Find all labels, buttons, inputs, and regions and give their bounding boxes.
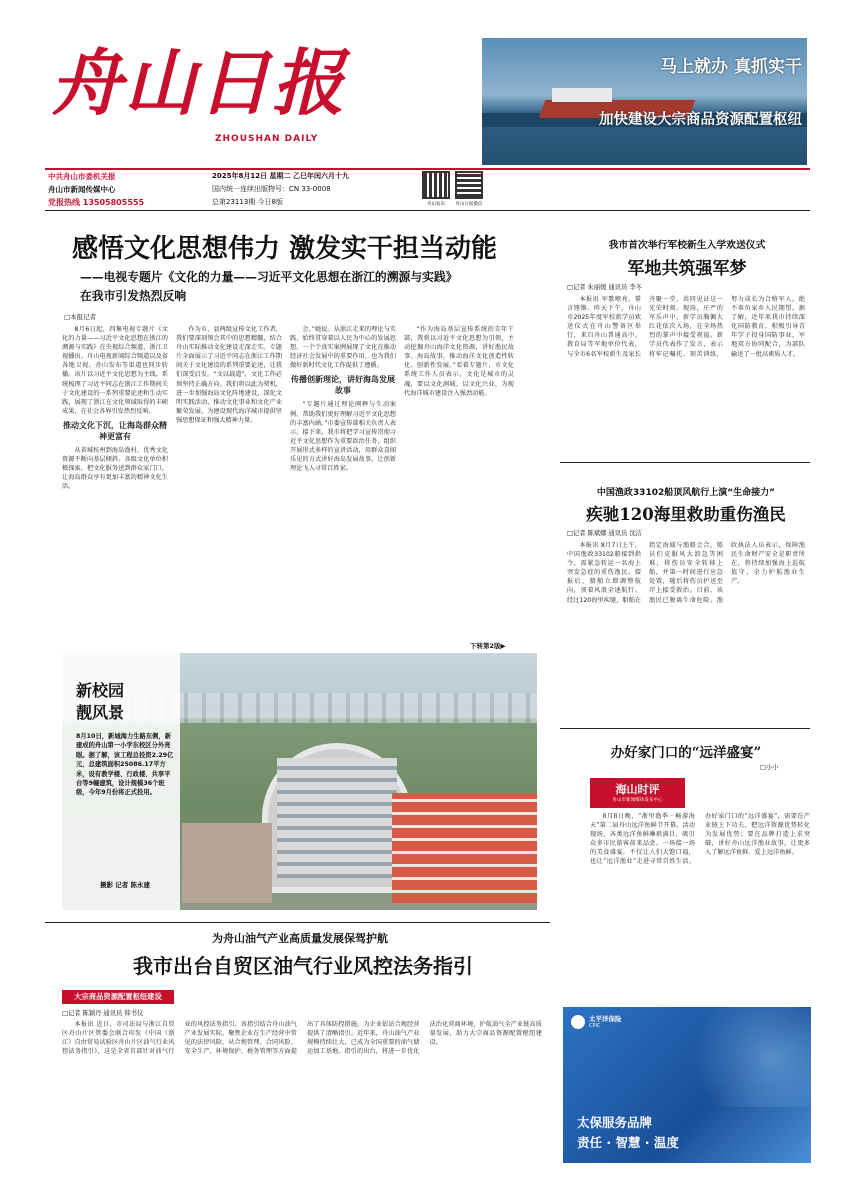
right2-byline: □记者 陈斌娜 通讯员 沈洁 — [567, 530, 642, 537]
right1-byline: □记者 朱丽媛 通讯员 李冬 — [567, 284, 642, 291]
lead-col3-p1: 会。”她说。从浙江走来的理论与实践，始终贯穿着以人民为中心的发展思想。一个个真实案例展现了文化在推动经济社会发展中的重要作用，也为我们做好新时代文化工作提供了遵循。 — [290, 326, 396, 370]
right1-headline: 军地共筑强军梦 — [627, 259, 747, 279]
cpic-brand-en: CPIC — [589, 1023, 601, 1029]
column-logo-box — [590, 778, 685, 808]
masthead-cn: 国内统一连续出版物号：CN 33-0008 — [212, 185, 331, 193]
lead-col-1 — [62, 325, 168, 640]
masthead-date: 2025年8月12日 星期二 乙巳年闰六月十九 — [212, 172, 349, 180]
right2-kicker: 中国渔政33102船顶风航行上演“生命接力” — [596, 488, 776, 498]
masthead-pinyin: ZHOUSHAN DAILY — [215, 134, 319, 144]
masthead-issue: 总第23113期 今日8版 — [212, 198, 283, 206]
column-paper-sub: 舟山市新闻媒体发布中心 — [612, 798, 663, 803]
masthead-sponsor1: 中共舟山市委机关报 — [48, 172, 116, 181]
lead-col1-subhead: 推动文化下沉，让海岛群众精神更富有 — [63, 420, 167, 441]
right2-body-p: 本报讯 8月7日上午，中国渔政33102船接到指令，需紧急转运一名海上突发急症的重伤渔民。接报后，船舶立即调整航向，顶着风浪全速航行。经过120海里疾驰，船舶在指定海域与渔船会合，船员们克服风大浪急等困难，将伤员安全转移上船，并第一时间进行应急处置，随后将伤员护送至岸上接受救治。目前，该渔民已脱离生命危险。渔政执法人员表示，保障渔民生命财产安全是职责所在，将持续加强海上巡航值守，全力护航渔业生产。 — [567, 542, 805, 604]
ad-line1: 马上就办 真抓实干 — [660, 57, 802, 77]
lead-col4-p1: “作为海岛基层宣传系统的青年干部，我将以习近平文化思想为引领，主动挖掘舟山海洋文化资源，讲好渔民故事、海岛故事，推动海洋文化创造性转化、创新性发展。”看着专题片，市文化系统工作人员表示，文化是城市的灵魂，要以文化润城、以文化兴业，为现代海洋城市建设注入强劲动能。 — [404, 326, 514, 397]
column-body-p: 8月8日晚，“浙里渔季 · 畅游海天”第二届舟山远洋鱼鲜节开幕。活动现场，各类远洋鱼鲜琳琅满目，吸引众多市民游客前来品尝。一场接一场的美食盛宴，不仅让人们大饱口福，也让“远洋渔业”走进寻常百姓生活。办好家门口的“远洋盛宴”，需要在产业链上下功夫，把远洋资源优势转化为发展优势；要在品牌打造上求突破，讲好舟山远洋渔业故事，让更多人了解远洋鱼鲜、爱上远洋鱼鲜。 — [590, 813, 810, 866]
lead-continue-link[interactable]: 下转第2版▶ — [470, 642, 506, 650]
right2-body — [567, 541, 805, 721]
lead-headline: 感悟文化思想伟力 激发实干担当动能 — [72, 234, 498, 264]
column-byline: □小小 — [760, 764, 779, 771]
lead-col2-p1: 作为市、县两级宣传文化工作者，我们要深刻领会其中的思想精髓，结合舟山实际推动文化建设走深走实。专题片全面展示了习近平同志在浙江工作期间关于文化建设的系列重要论述，让我们深受启发。“文以载道”，文化工作必须坚持正确方向。我们将以此为契机，进一步加强海岛文化阵地建设，深化文明实践活动，推动文化事业和文化产业繁荣发展，为建设现代海洋城市提供坚强思想保证和强大精神力量。 — [176, 326, 282, 424]
bottom-label[interactable]: 大宗商品资源配置枢纽建设 — [62, 990, 174, 1004]
lead-col1-p1: 8月6日起，四集电视专题片《文化的力量——习近平文化思想在浙江的溯源与实践》在央视综合频道、浙江卫视播出。舟山电视新闻综合频道以及省各地卫视、舟山发布等渠道也同步转播。该片以习近平文化思想为主线，系统梳理了习近平同志在浙江工作期间关于文化建设的一系列重要论述和生动实践，展现了浙江在文化领域取得的丰硕成果，在社会各界引发热烈反响。 — [62, 326, 168, 415]
lead-col1-p2: 从省城杭州到海岛渔村，优秀文化资源不断向基层倾斜。各级文化单位积极探索，把文化服务送到群众家门口，让海岛群众享有更加丰富的精神文化生活。 — [62, 446, 168, 491]
bottom-byline: □记者 陈颖丹 通讯员 韩书仪 — [62, 1010, 144, 1017]
campus-caption: 8月10日，新城海力生路东侧，新建成的舟山第一小学东校区分外亮眼。据了解，该工程总投资2.29亿元，总建筑面积25086.17平方米，设有教学楼、行政楼、共享平台等9幢建筑，设计规模36个班级，今年9月份将正式投用。 — [76, 733, 174, 797]
qr-code-1[interactable] — [422, 171, 450, 199]
bottom-kicker: 为舟山油气产业高质量发展保驾护航 — [212, 932, 388, 945]
masthead-logo: 舟山日报 — [50, 40, 347, 125]
lead-col3-p2: “专题片通过理论阐释与生动案例，帮助我们更好理解习近平文化思想的丰富内涵。”市委宣传部相关负责人表示。接下来，我市将把学习宣传贯彻习近平文化思想作为重要政治任务，组织开展形式多样的宣讲活动，用群众喜闻乐见的方式讲好海岛发展故事，让创新理论飞入寻常百姓家。 — [290, 401, 396, 473]
lead-subhead: ——电视专题片《文化的力量——习近平文化思想在浙江的溯源与实践》 — [80, 270, 458, 284]
lead-subhead2: 在我市引发热烈反响 — [80, 289, 187, 303]
lead-byline: □本报记者 — [64, 313, 97, 321]
right1-kicker: 我市首次举行军校新生入学欢送仪式 — [608, 240, 766, 251]
bottom-body — [62, 1020, 542, 1170]
masthead-hotline: 党报热线 13505805555 — [48, 198, 145, 207]
lead-col-2 — [176, 325, 282, 640]
right2-headline: 疾驰120海里救助重伤渔民 — [586, 505, 786, 524]
masthead-sponsor2: 舟山市新闻传媒中心 — [48, 185, 116, 194]
right1-body-p: 本报讯 军歌嘹亮，誓言铿锵。昨天下午，舟山市2025年度军校新学员欢送仪式在舟山警备区举行，来自舟山普通高中、教育局等军地单位代表，与全市6名军校新生及家长齐聚一堂，共同见证这一光荣时刻。现场，庄严的军乐声中，新学员胸佩大红花依次入场，在全场热烈的掌声中接受祝福。新学员代表作了发言，表示将牢记嘱托、刻苦训练，努力成长为合格军人，绝不辜负家乡人民期望。据了解，近年来我市持续深化国防教育，积极引导青年学子投身国防事业，军地双方协同配合，为部队输送了一批高素质人才。 — [567, 296, 805, 358]
bottom-body-p: 本报讯 近日，市司法局与浙江自贸区舟山片区管委会联合印发《中国（浙江）自由贸易试验区舟山片区油气行业风控法务指引》，这是全省首部针对油气行业的风控法务指引。该指引结合舟山油气产业发展实际，聚焦企业在生产经营中常见的法律风险，从合规管理、合同风险、安全生产、环境保护、税务管理等方面提出了具体防控措施，为企业依法合规经营提供了清晰指引。近年来，舟山油气产业规模持续壮大，已成为全国重要的油气储运加工基地。指引的出台，将进一步优化法治化营商环境，护航油气全产业链高质量发展，助力大宗商品资源配置枢纽建设。 — [62, 1021, 542, 1056]
cpic-line2: 责任 · 智慧 · 温度 — [577, 1135, 679, 1150]
lead-col-3 — [290, 325, 396, 655]
lead-col-4 — [404, 325, 514, 650]
qr-label-1: 舟山发布 — [427, 202, 445, 207]
cpic-ad[interactable] — [563, 1007, 811, 1163]
cpic-brand: 太平洋保险 — [589, 1015, 622, 1023]
bottom-headline: 我市出台自贸区油气行业风控法务指引 — [133, 954, 473, 978]
campus-credit: 摄影 记者 陈永建 — [100, 881, 151, 889]
column-paper-name: 海山时评 — [615, 783, 660, 796]
column-headline: 办好家门口的“远洋盛宴” — [610, 745, 762, 761]
lead-col3-subhead: 传播创新理论，讲好海岛发展故事 — [291, 375, 395, 396]
right1-body — [567, 295, 805, 455]
ad-line2: 加快建设大宗商品资源配置枢纽 — [599, 112, 802, 128]
qr-label-2: 舟山日报微信 — [455, 202, 483, 207]
cpic-logo-icon — [571, 1015, 585, 1029]
masthead-ad-banner[interactable] — [482, 38, 807, 165]
column-body — [590, 812, 810, 942]
cpic-line1: 太保服务品牌 — [577, 1115, 653, 1130]
qr-code-2[interactable] — [455, 171, 483, 199]
campus-title: 新校园 靓风景 — [76, 681, 125, 722]
